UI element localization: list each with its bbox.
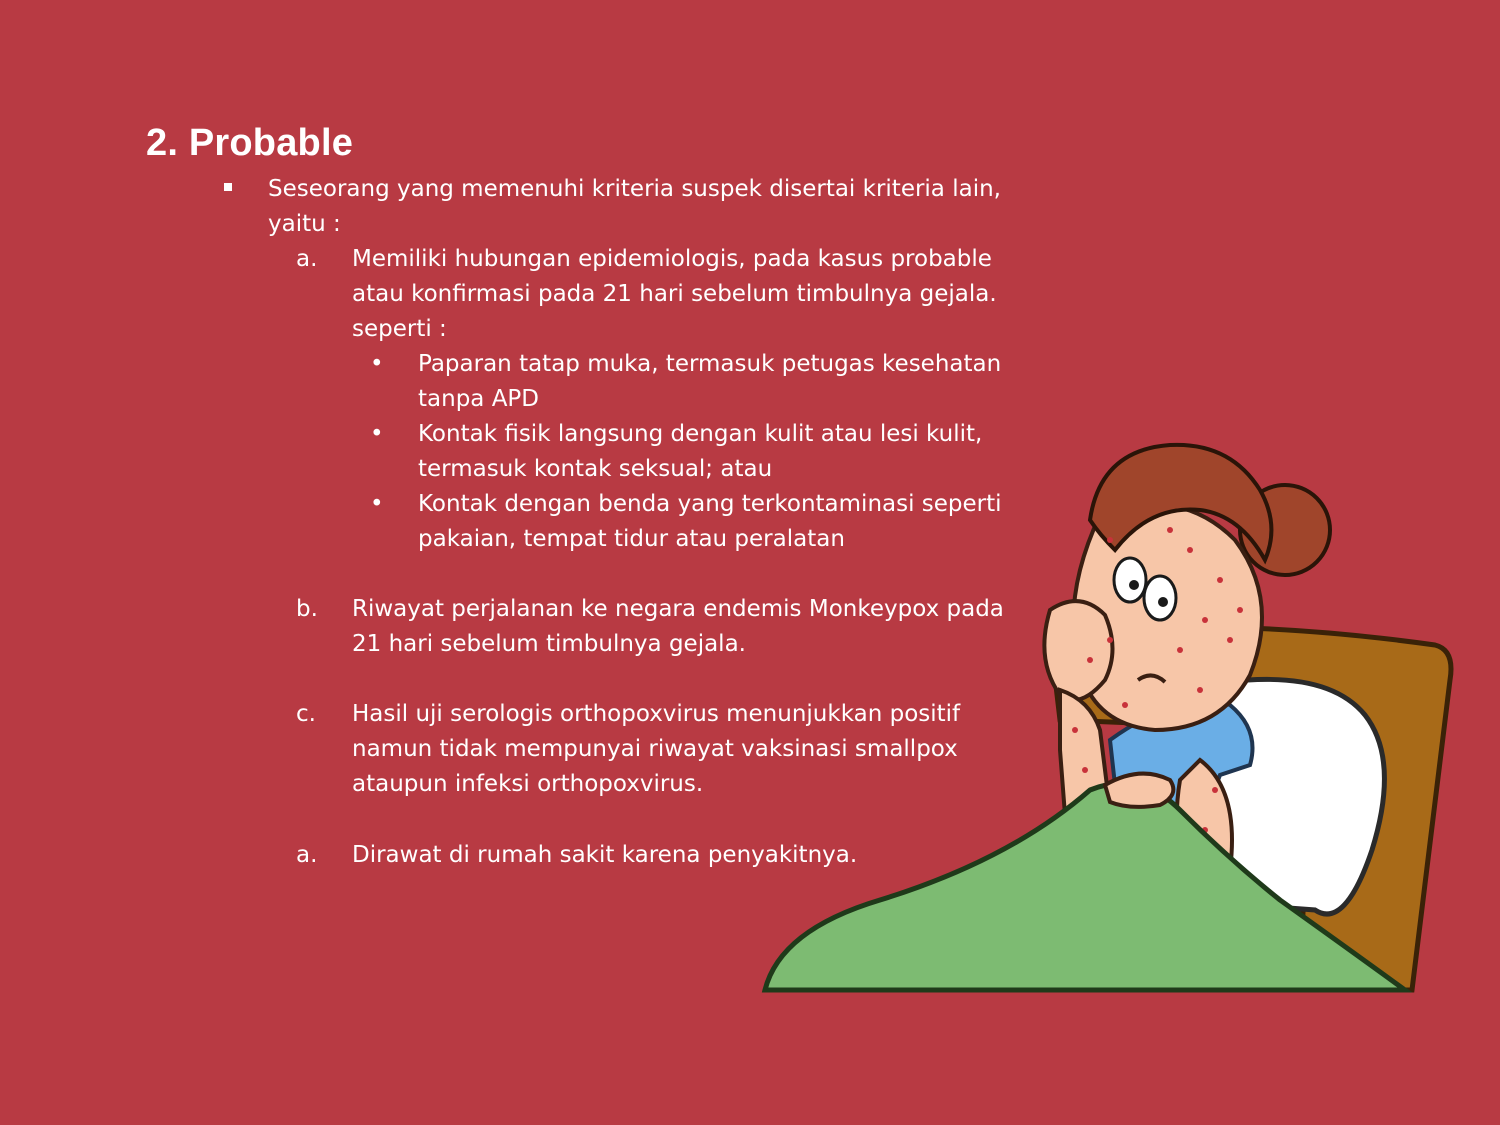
round-bullet-icon: • (370, 491, 384, 517)
subitem-2-line-1: Kontak fisik langsung dengan kulit atau lesi kulit, (418, 421, 983, 447)
item-c-line-3: ataupun infeksi orthopoxvirus. (352, 771, 704, 797)
round-bullet-icon: • (370, 421, 384, 447)
subitem-3-line-2: pakaian, tempat tidur atau peralatan (418, 526, 845, 552)
item-marker: b. (296, 596, 318, 622)
round-bullet-icon: • (370, 351, 384, 377)
subitem-1-line-2: tanpa APD (418, 386, 540, 412)
subitem-2-line-2: termasuk kontak seksual; atau (418, 456, 773, 482)
sick-child-in-bed-illustration (760, 430, 1460, 995)
square-bullet-icon (224, 183, 232, 191)
slide-title: 2. Probable (146, 122, 354, 164)
item-marker: a. (296, 246, 318, 272)
main-bullet-line-1: Seseorang yang memenuhi kriteria suspek disertai kriteria lain, (268, 176, 1001, 202)
item-a-line-1: Memiliki hubungan epidemiologis, pada kasus probable (352, 246, 992, 272)
item-a-line-2: atau konfirmasi pada 21 hari sebelum timbulnya gejala. (352, 281, 997, 307)
item-marker: c. (296, 701, 316, 727)
item-b-line-2: 21 hari sebelum timbulnya gejala. (352, 631, 746, 657)
main-bullet-line-2: yaitu : (268, 211, 341, 237)
item-d-line-1: Dirawat di rumah sakit karena penyakitnya. (352, 842, 858, 868)
subitem-1-line-1: Paparan tatap muka, termasuk petugas kesehatan (418, 351, 1002, 377)
item-marker: a. (296, 842, 318, 868)
item-c-line-2: namun tidak mempunyai riwayat vaksinasi smallpox (352, 736, 958, 762)
item-c-line-1: Hasil uji serologis orthopoxvirus menunjukkan positif (352, 701, 961, 727)
item-a-line-3: seperti : (352, 316, 447, 342)
subitem-3-line-1: Kontak dengan benda yang terkontaminasi seperti (418, 491, 1002, 517)
item-b-line-1: Riwayat perjalanan ke negara endemis Monkeypox pada (352, 596, 1004, 622)
